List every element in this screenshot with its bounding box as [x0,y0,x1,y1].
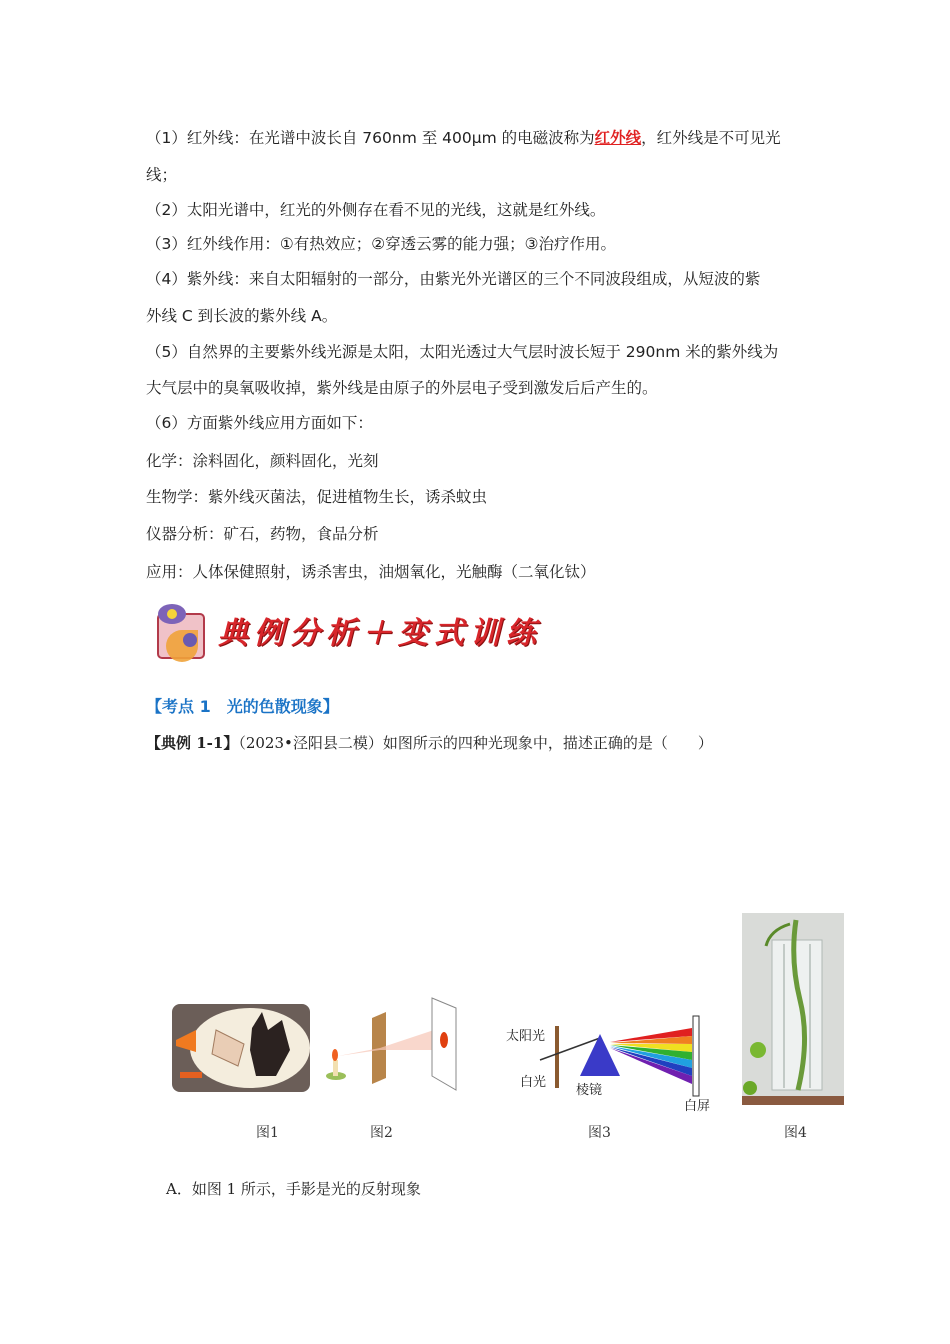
line-6: 外线 C 到长波的紫外线 A。 [146,307,338,325]
fig3-label-white: 白光 [520,1075,547,1090]
line-13: 应用：人体保健照射，诱杀害虫，油烟氧化，光触酶（二氧化钛） [146,563,596,581]
line-2: 线； [146,166,178,184]
fig3-prism-diagram [506,1016,710,1114]
figure-group [0,900,950,1160]
banner-title: 典例分析＋变式训练 [218,616,542,651]
section-banner [152,600,552,662]
fig4-vase-image [742,913,844,1105]
option-a: A．如图 1 所示，手影是光的反射现象 [166,1180,421,1198]
fig1-label: 图1 [256,1125,279,1141]
fig3-screen [693,1016,699,1096]
line-8: 大气层中的臭氧吸收掉，紫外线是由原子的外层电子受到激发后后产生的。 [146,379,658,397]
line-3: （2）太阳光谱中，红光的外侧存在看不见的光线，这就是红外线。 [146,201,606,219]
line-12: 仪器分析：矿石，药物，食品分析 [146,525,379,543]
fig4-label: 图4 [784,1125,807,1141]
fig2-pinhole-image [326,998,456,1090]
kaodian-heading: 【考点 1 光的色散现象】 [146,697,339,716]
fig3-label: 图3 [588,1125,611,1141]
example-question: 【典例 1-1】（2023•泾阳县二模）如图所示的四种光现象中，描述正确的是（ ） [146,734,713,752]
fig1-hand-shadow-image [172,1004,310,1092]
fig2-label: 图2 [370,1125,393,1141]
line-4: （3）红外线作用：①有热效应；②穿透云雾的能力强；③治疗作用。 [146,235,617,253]
fig3-slit [555,1026,559,1088]
line-5: （4）紫外线：来自太阳辐射的一部分，由紫光外光谱区的三个不同波段组成，从短波的紫 [146,270,761,288]
fig3-prism [580,1034,620,1076]
fig3-label-prism: 棱镜 [576,1083,603,1098]
line-1: （1）红外线：在光谱中波长自 760nm 至 400μm 的电磁波称为红外线，红外线是不可见光 [146,129,781,147]
line-10: 化学：涂料固化，颜料固化，光刻 [146,452,379,470]
fig3-label-sun: 太阳光 [506,1029,546,1044]
line-7: （5）自然界的主要紫外线光源是太阳，太阳光透过大气层时波长短于 290nm 米的紫外线为 [146,343,779,361]
line-9: （6）方面紫外线应用方面如下： [146,414,373,432]
scroll-eye-icon [152,600,214,662]
line-11: 生物学：紫外线灭菌法，促进植物生长，诱杀蚊虫 [146,488,488,506]
fig3-label-screen: 白屏 [684,1099,711,1114]
keyword-infrared: 红外线 [594,129,642,147]
